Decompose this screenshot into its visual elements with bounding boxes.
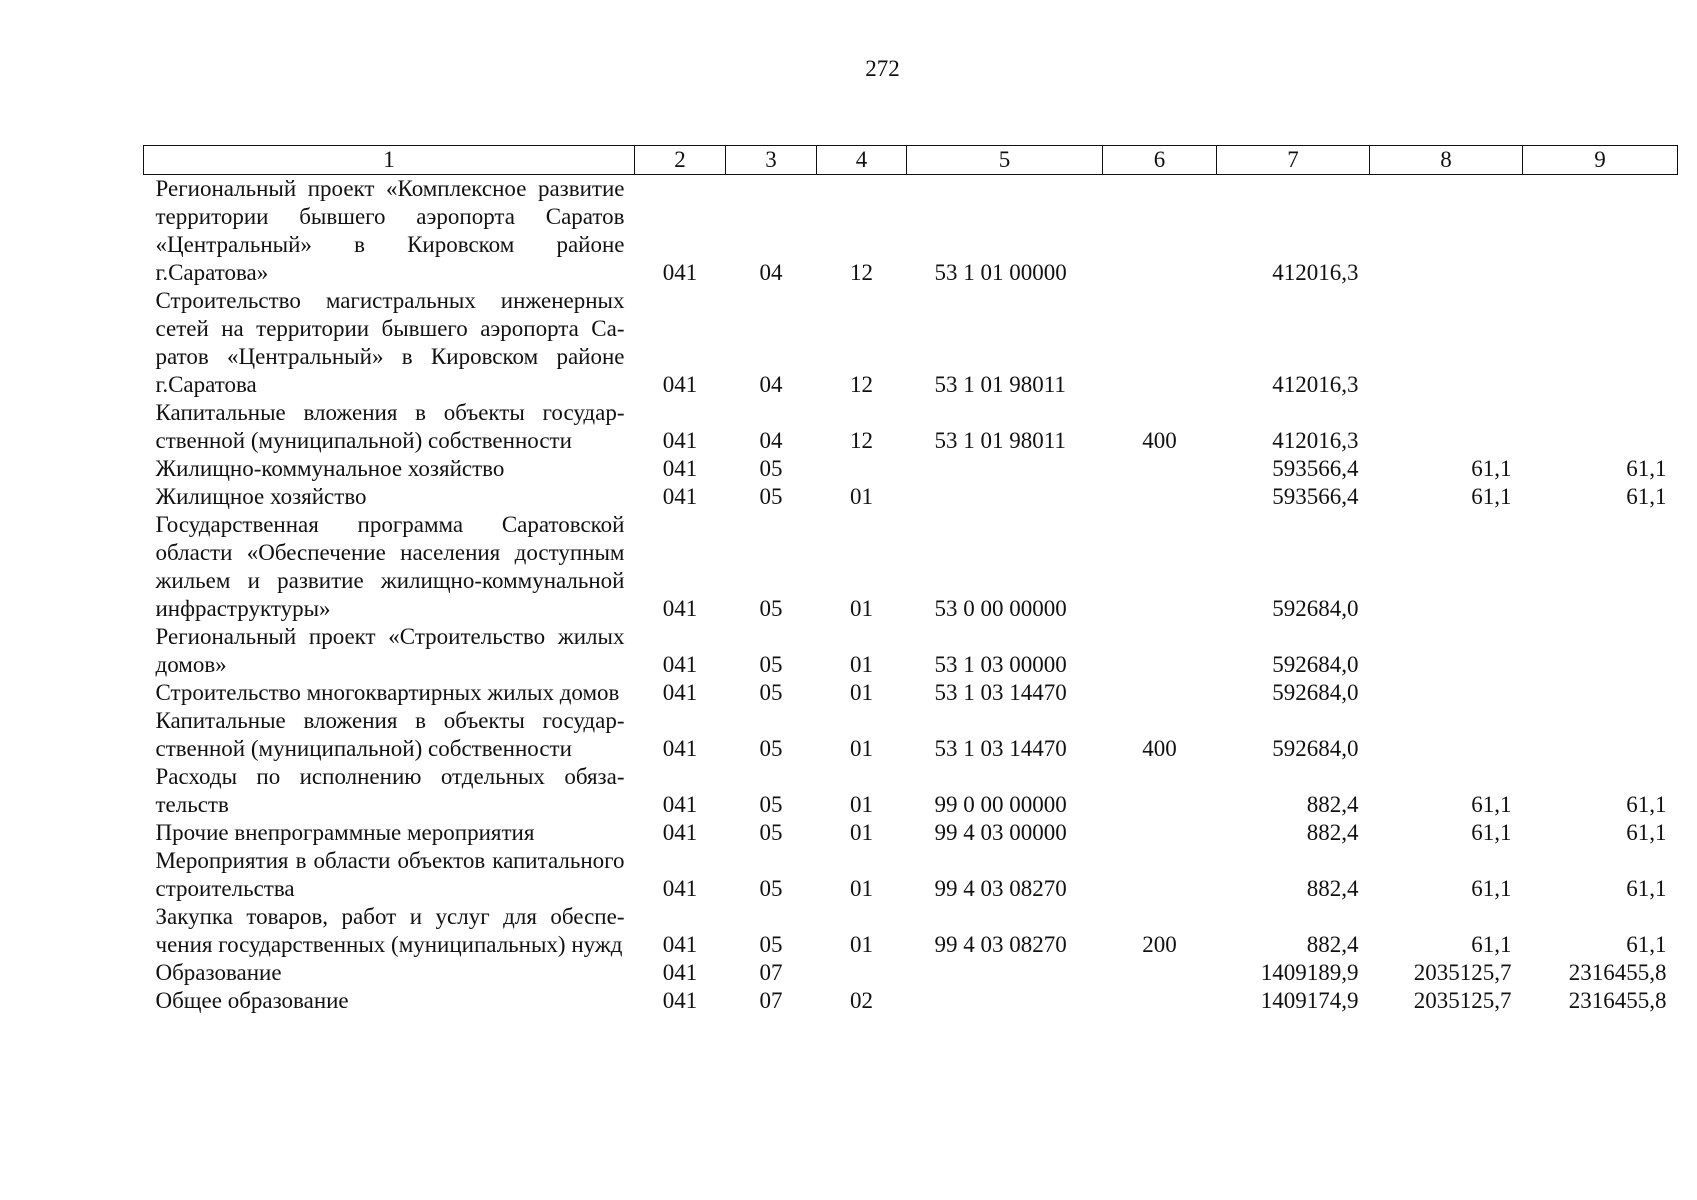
row-col-6 xyxy=(1103,819,1217,847)
row-name: Региональный проект «Строительство жилых домов» xyxy=(155,624,625,677)
budget-table xyxy=(143,145,1678,1015)
row-col-4: 01 xyxy=(850,736,873,761)
row-col-4: 02 xyxy=(850,988,873,1013)
row-col-8: 61,1 xyxy=(1471,932,1512,957)
row-name: Капитальные вложения в объекты государственной (муниципальной) собственности xyxy=(155,400,625,453)
row-col-7: 592684,0 xyxy=(1272,652,1359,677)
row-col-5: 99 4 03 08270 xyxy=(934,932,1067,957)
row-col-3: 05 xyxy=(759,932,783,957)
row-col-4: 01 xyxy=(850,596,873,621)
row-col-6 xyxy=(1103,511,1217,623)
row-name: Мероприятия в области объектов капитального строительства xyxy=(155,848,625,901)
row-col-2: 041 xyxy=(662,260,698,285)
table-row xyxy=(144,287,1678,399)
row-col-3: 05 xyxy=(759,652,783,677)
row-col-3: 07 xyxy=(759,988,783,1013)
table-row xyxy=(144,707,1678,763)
row-col-2: 041 xyxy=(662,792,698,817)
row-col-5 xyxy=(907,455,1103,483)
row-col-6: 200 xyxy=(1142,932,1177,957)
row-col-8: 61,1 xyxy=(1471,876,1512,901)
header-col-2: 2 xyxy=(635,146,726,175)
row-col-3: 05 xyxy=(759,792,783,817)
table-row xyxy=(144,623,1678,679)
row-col-5 xyxy=(907,483,1103,511)
row-col-3: 05 xyxy=(759,876,783,901)
row-col-2: 041 xyxy=(662,596,698,621)
row-col-6 xyxy=(1103,483,1217,511)
row-col-6 xyxy=(1103,679,1217,707)
row-col-5: 99 4 03 08270 xyxy=(934,876,1067,901)
row-col-4: 12 xyxy=(850,372,873,397)
row-col-2: 041 xyxy=(662,960,698,985)
row-col-9: 61,1 xyxy=(1626,456,1667,481)
row-col-5: 99 4 03 00000 xyxy=(934,820,1067,845)
row-col-7: 1409174,9 xyxy=(1260,988,1359,1013)
row-col-9: 61,1 xyxy=(1626,484,1667,509)
page-number: 272 xyxy=(865,56,900,81)
row-col-4: 01 xyxy=(850,652,873,677)
header-col-9: 9 xyxy=(1523,146,1678,175)
row-col-2: 041 xyxy=(662,988,698,1013)
row-name: Закупка товаров, работ и услуг для обеспечения государственных (муниципальных) нужд xyxy=(155,904,625,957)
row-col-5: 53 1 01 98011 xyxy=(934,428,1066,453)
row-name: Капитальные вложения в объекты государственной (муниципальной) собственности xyxy=(155,708,625,761)
table-row xyxy=(144,679,1678,707)
row-col-2: 041 xyxy=(662,456,698,481)
row-col-8 xyxy=(1370,511,1523,623)
row-col-7: 882,4 xyxy=(1306,820,1359,845)
row-col-9: 2316455,8 xyxy=(1568,988,1667,1013)
row-col-4: 12 xyxy=(850,428,873,453)
table-row xyxy=(144,483,1678,511)
row-col-4: 12 xyxy=(850,260,873,285)
row-col-8 xyxy=(1370,287,1523,399)
row-col-3: 04 xyxy=(759,260,783,285)
table-row xyxy=(144,455,1678,483)
row-col-8: 61,1 xyxy=(1471,484,1512,509)
table-row xyxy=(144,847,1678,903)
row-col-6 xyxy=(1103,847,1217,903)
row-col-8: 2035125,7 xyxy=(1413,960,1512,985)
row-name: Региональный проект «Комплексное развитие территории бывшего аэропорта Саратов «Центральный» в Кировском районе г.Саратова» xyxy=(155,176,625,285)
row-col-9 xyxy=(1523,511,1678,623)
table-row xyxy=(144,175,1678,288)
row-name: Строительство многоквартирных жилых домов xyxy=(155,680,620,705)
row-col-9 xyxy=(1523,679,1678,707)
row-col-9 xyxy=(1523,707,1678,763)
row-col-8 xyxy=(1370,399,1523,455)
row-col-9 xyxy=(1523,287,1678,399)
row-col-6 xyxy=(1103,623,1217,679)
row-col-7: 593566,4 xyxy=(1272,484,1359,509)
row-col-9 xyxy=(1523,623,1678,679)
row-col-2: 041 xyxy=(662,876,698,901)
header-col-4: 4 xyxy=(817,146,907,175)
row-name: Строительство магистральных инженерных сетей на территории бывшего аэропорта Саратов «Центральный» в Кировском районе г.Саратова xyxy=(155,288,625,397)
row-col-8: 61,1 xyxy=(1471,820,1512,845)
row-col-9: 61,1 xyxy=(1626,792,1667,817)
header-col-7: 7 xyxy=(1217,146,1370,175)
row-col-7: 592684,0 xyxy=(1272,596,1359,621)
row-col-2: 041 xyxy=(662,652,698,677)
row-col-4 xyxy=(817,959,907,987)
row-col-5: 53 1 03 14470 xyxy=(934,680,1067,705)
header-col-5: 5 xyxy=(907,146,1103,175)
row-name: Образование xyxy=(155,960,282,985)
row-col-8 xyxy=(1370,623,1523,679)
row-col-8: 2035125,7 xyxy=(1413,988,1512,1013)
row-col-8 xyxy=(1370,679,1523,707)
row-name: Прочие внепрограммные мероприятия xyxy=(155,820,535,845)
row-col-2: 041 xyxy=(662,428,698,453)
row-name: Жилищное хозяйство xyxy=(155,484,367,509)
header-row xyxy=(144,146,1678,175)
row-col-9 xyxy=(1523,175,1678,288)
row-col-6: 400 xyxy=(1142,736,1177,761)
row-col-7: 412016,3 xyxy=(1272,372,1359,397)
table-row xyxy=(144,959,1678,987)
row-col-3: 04 xyxy=(759,428,783,453)
row-col-8 xyxy=(1370,175,1523,288)
row-col-7: 1409189,9 xyxy=(1260,960,1359,985)
row-name: Общее образование xyxy=(155,988,349,1013)
row-col-2: 041 xyxy=(662,680,698,705)
row-col-6 xyxy=(1103,763,1217,819)
row-col-2: 041 xyxy=(662,932,698,957)
table-row xyxy=(144,399,1678,455)
table-row xyxy=(144,763,1678,819)
row-col-4: 01 xyxy=(850,792,873,817)
row-col-3: 05 xyxy=(759,736,783,761)
row-col-8: 61,1 xyxy=(1471,456,1512,481)
row-col-6 xyxy=(1103,287,1217,399)
row-col-8: 61,1 xyxy=(1471,792,1512,817)
row-name: Расходы по исполнению отдельных обязательств xyxy=(155,764,625,817)
row-col-3: 05 xyxy=(759,680,783,705)
row-col-6 xyxy=(1103,175,1217,288)
row-col-3: 05 xyxy=(759,596,783,621)
table-row xyxy=(144,903,1678,959)
row-name: Государственная программа Саратовской области «Обеспечение населения доступным жильем и развитие жилищно-коммунальной инфраструктуры» xyxy=(155,512,625,621)
row-col-3: 04 xyxy=(759,372,783,397)
row-col-5: 53 1 01 00000 xyxy=(934,260,1067,285)
header-col-8: 8 xyxy=(1370,146,1523,175)
row-col-9: 61,1 xyxy=(1626,876,1667,901)
row-col-7: 592684,0 xyxy=(1272,736,1359,761)
row-col-5: 53 1 03 00000 xyxy=(934,652,1067,677)
row-name: Жилищно-коммунальное хозяйство xyxy=(155,456,505,481)
row-col-6 xyxy=(1103,987,1217,1015)
row-col-2: 041 xyxy=(662,484,698,509)
row-col-9: 2316455,8 xyxy=(1568,960,1667,985)
row-col-8 xyxy=(1370,707,1523,763)
row-col-6 xyxy=(1103,959,1217,987)
row-col-7: 592684,0 xyxy=(1272,680,1359,705)
row-col-7: 412016,3 xyxy=(1272,260,1359,285)
row-col-3: 05 xyxy=(759,456,783,481)
row-col-2: 041 xyxy=(662,372,698,397)
row-col-6 xyxy=(1103,455,1217,483)
row-col-7: 882,4 xyxy=(1306,932,1359,957)
row-col-3: 07 xyxy=(759,960,783,985)
row-col-3: 05 xyxy=(759,484,783,509)
table-row xyxy=(144,511,1678,623)
row-col-9: 61,1 xyxy=(1626,820,1667,845)
table-header xyxy=(144,146,1678,175)
row-col-9: 61,1 xyxy=(1626,932,1667,957)
row-col-4: 01 xyxy=(850,680,873,705)
row-col-4 xyxy=(817,455,907,483)
table-row xyxy=(144,987,1678,1015)
row-col-7: 882,4 xyxy=(1306,792,1359,817)
row-col-7: 882,4 xyxy=(1306,876,1359,901)
row-col-5: 99 0 00 00000 xyxy=(934,792,1067,817)
table-body xyxy=(144,175,1678,1016)
row-col-5 xyxy=(907,959,1103,987)
row-col-5: 53 1 01 98011 xyxy=(934,372,1066,397)
row-col-2: 041 xyxy=(662,820,698,845)
row-col-9 xyxy=(1523,399,1678,455)
row-col-4: 01 xyxy=(850,484,873,509)
row-col-4: 01 xyxy=(850,820,873,845)
header-col-1: 1 xyxy=(144,146,635,175)
row-col-4: 01 xyxy=(850,876,873,901)
header-col-3: 3 xyxy=(726,146,817,175)
row-col-5: 53 1 03 14470 xyxy=(934,736,1067,761)
row-col-3: 05 xyxy=(759,820,783,845)
row-col-5 xyxy=(907,987,1103,1015)
row-col-6: 400 xyxy=(1142,428,1177,453)
row-col-4: 01 xyxy=(850,932,873,957)
table-row xyxy=(144,819,1678,847)
row-col-7: 593566,4 xyxy=(1272,456,1359,481)
row-col-7: 412016,3 xyxy=(1272,428,1359,453)
header-col-6: 6 xyxy=(1103,146,1217,175)
row-col-5: 53 0 00 00000 xyxy=(934,596,1067,621)
row-col-2: 041 xyxy=(662,736,698,761)
